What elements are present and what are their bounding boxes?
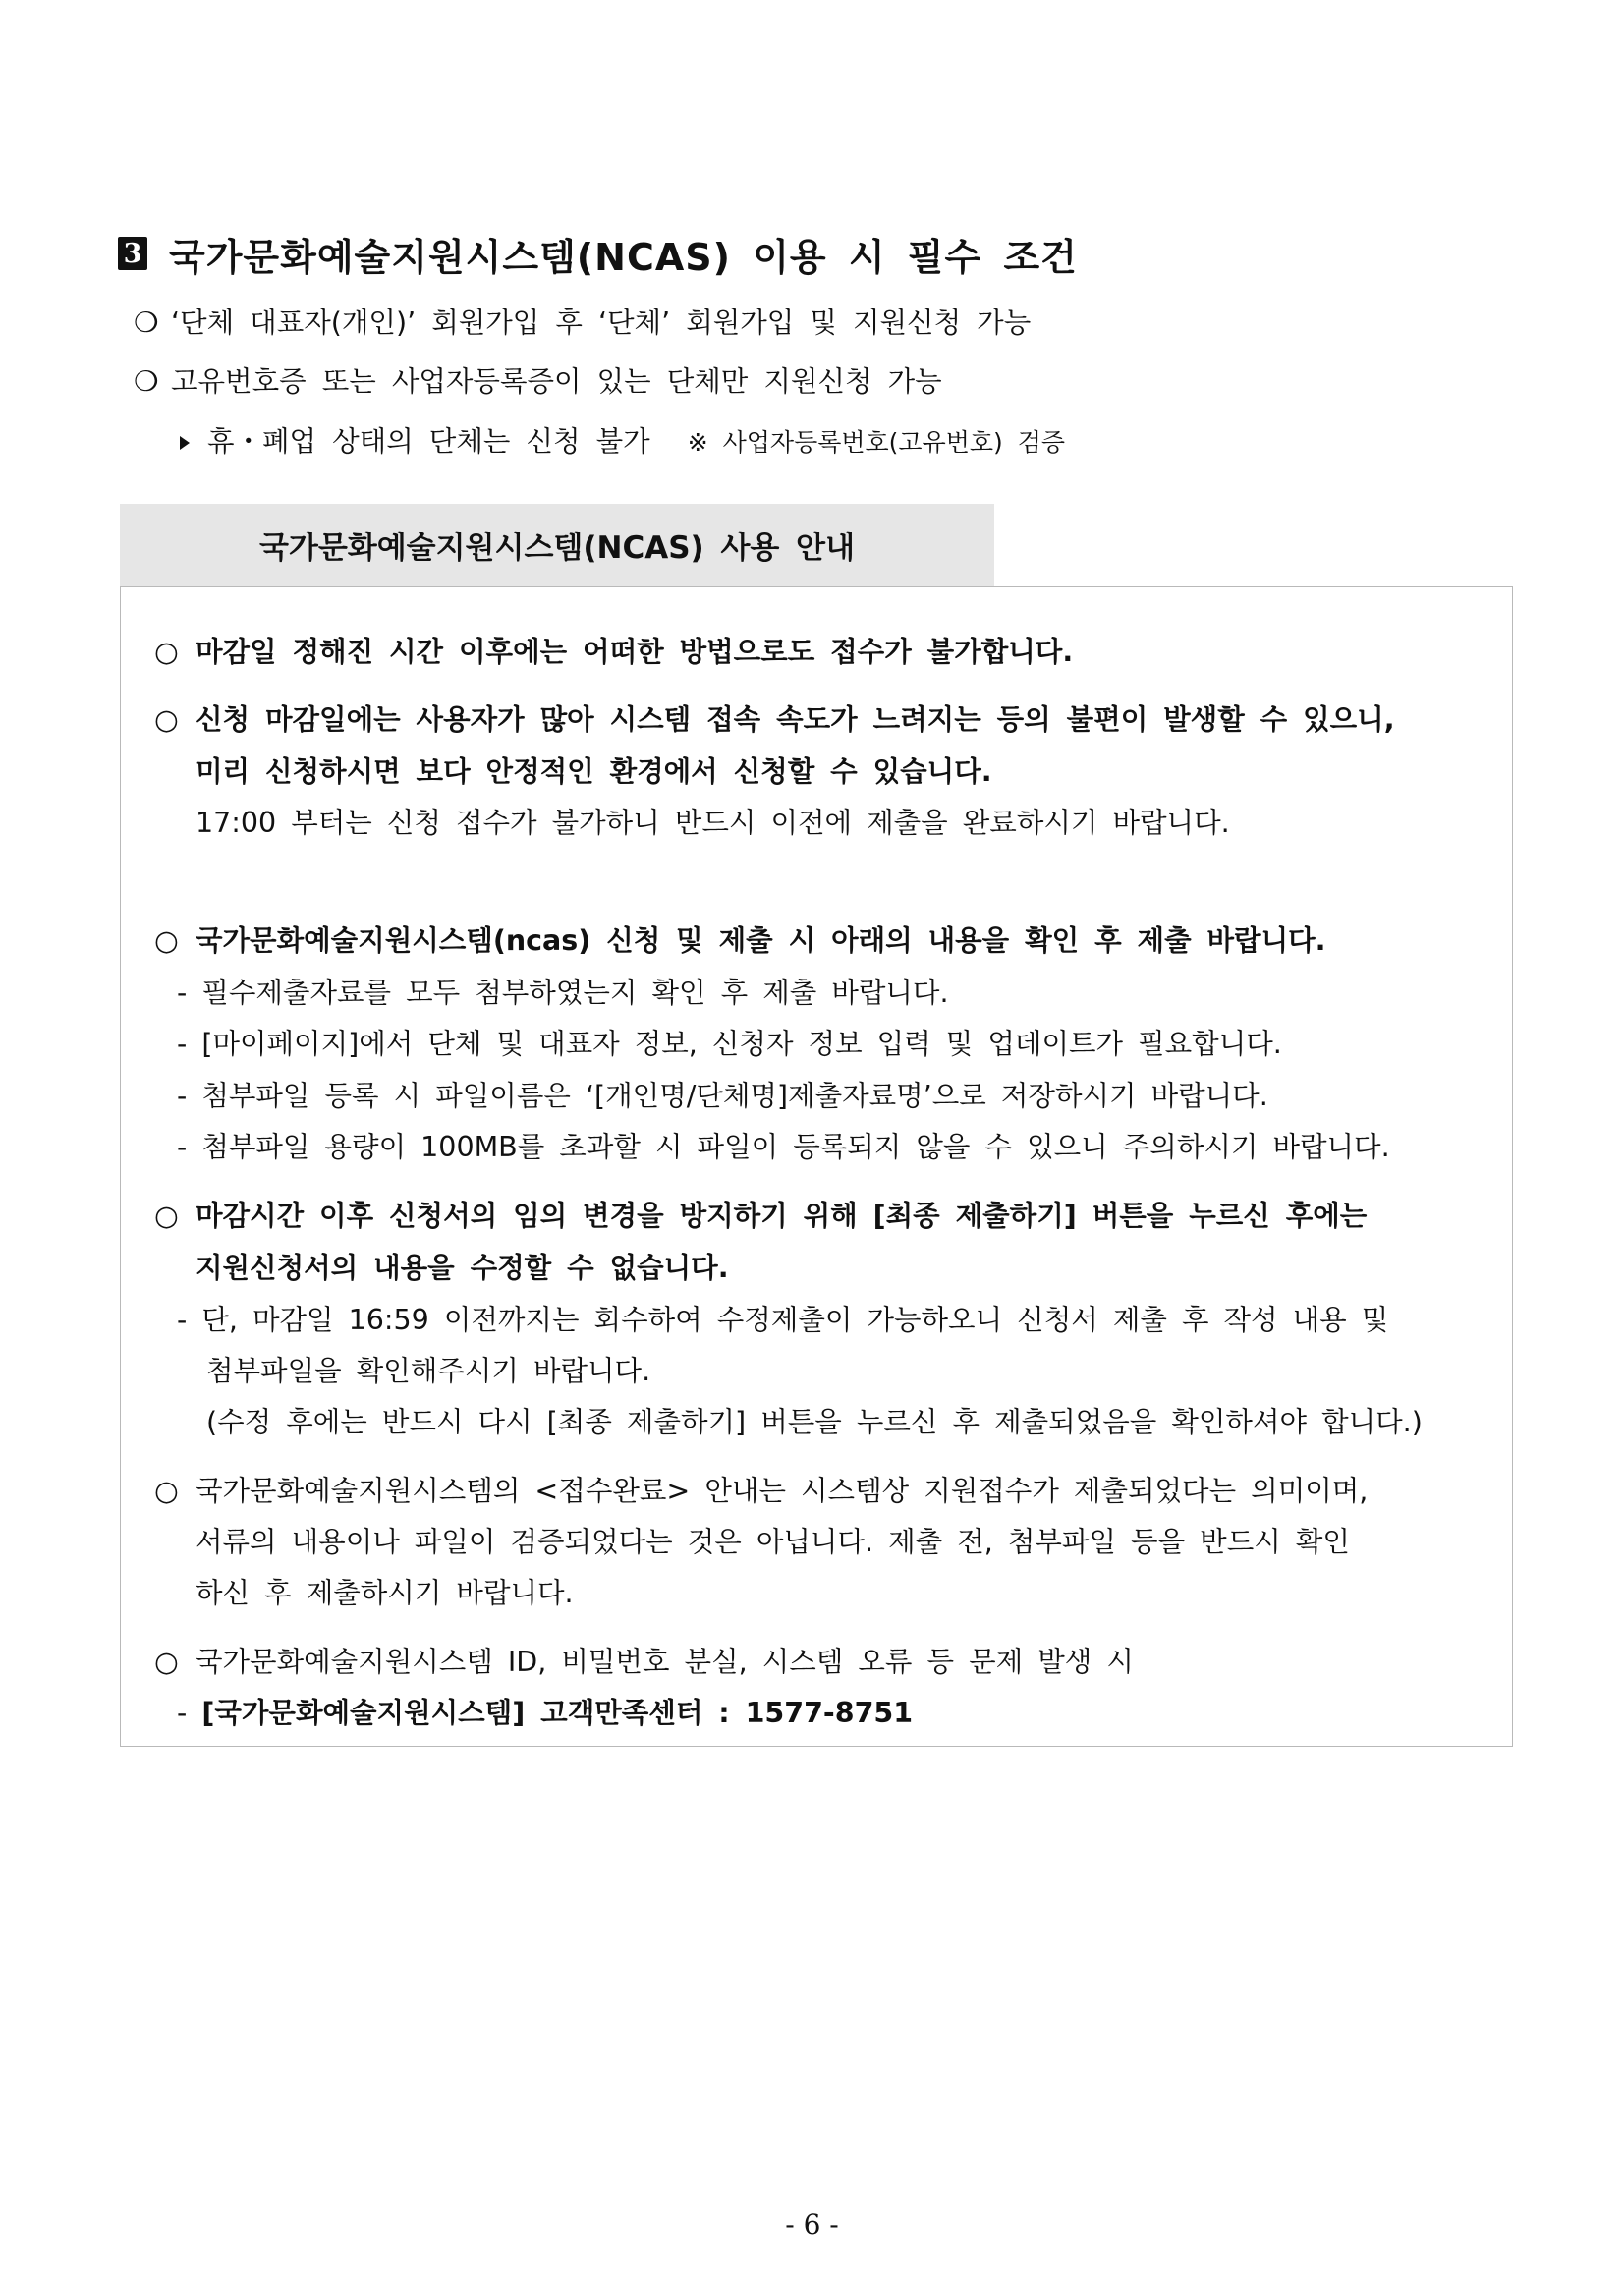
notice-item-2: ○ 신청 마감일에는 사용자가 많아 시스템 접속 속도가 느려지는 등의 불편이 발생할 수 있으니, xyxy=(154,703,1395,736)
circle-bullet-icon: ○ xyxy=(154,924,179,957)
circle-bullet-icon: ○ xyxy=(154,636,179,668)
notice-item-5: ○ 국가문화예술지원시스템의 <접수완료> 안내는 시스템상 지원접수가 제출되었다는 의미이며, xyxy=(154,1475,1369,1507)
notice-item-3-sub-2: - [마이페이지]에서 단체 및 대표자 정보, 신청자 정보 입력 및 업데이트가 필요합니다. xyxy=(177,1028,1282,1060)
notice-item-4-sub-cont: 첨부파일을 확인해주시기 바랍니다. xyxy=(206,1355,651,1387)
notice-item-2-cont: 미리 신청하시면 보다 안정적인 환경에서 신청할 수 있습니다. xyxy=(196,756,992,788)
condition-item-1 xyxy=(134,301,1031,341)
notice-item-6: ○ 국가문화예술지원시스템 ID, 비밀번호 분실, 시스템 오류 등 문제 발생 시 xyxy=(154,1646,1134,1678)
customer-center-contact: [국가문화예술지원시스템] 고객만족센터 : 1577-8751 xyxy=(201,1697,914,1729)
notice-item-6-contact: - [국가문화예술지원시스템] 고객만족센터 : 1577-8751 xyxy=(177,1697,914,1729)
hollow-circle-icon: ❍ xyxy=(134,307,159,339)
notice-item-5-cont-1: 서류의 내용이나 파일이 검증되었다는 것은 아닙니다. 제출 전, 첨부파일 등을 반드시 확인 xyxy=(196,1526,1350,1558)
circle-bullet-icon: ○ xyxy=(154,1646,179,1678)
hollow-circle-icon: ❍ xyxy=(134,365,159,398)
notice-item-4-sub: - 단, 마감일 16:59 이전까지는 회수하여 수정제출이 가능하오니 신청서 제출 후 작성 내용 및 xyxy=(177,1304,1389,1336)
section-title: 국가문화예술지원시스템(NCAS) 이용 시 필수 조건 xyxy=(169,235,1078,279)
notice-tab-title: 국가문화예술지원시스템(NCAS) 사용 안내 xyxy=(120,504,994,586)
notice-item-5-cont-2: 하신 후 제출하시기 바랍니다. xyxy=(196,1577,574,1609)
notice-item-4-cont: 지원신청서의 내용을 수정할 수 없습니다. xyxy=(196,1252,729,1284)
condition-sub-item xyxy=(180,420,1065,460)
circle-bullet-icon: ○ xyxy=(154,1200,179,1232)
notice-item-3: ○ 국가문화예술지원시스템(ncas) 신청 및 제출 시 아래의 내용을 확인 후 제출 바랍니다. xyxy=(154,924,1326,957)
condition-text: ‘단체 대표자(개인)’ 회원가입 후 ‘단체’ 회원가입 및 지원신청 가능 xyxy=(171,307,1032,339)
notice-item-2-note: 17:00 부터는 신청 접수가 불가하니 반드시 이전에 제출을 완료하시기 바랍니다. xyxy=(196,807,1230,839)
notice-item-3-sub-3: - 첨부파일 등록 시 파일이름은 ‘[개인명/단체명]제출자료명’으로 저장하시기 바랍니다. xyxy=(177,1080,1268,1112)
condition-text: 고유번호증 또는 사업자등록증이 있는 단체만 지원신청 가능 xyxy=(171,365,942,398)
notice-item-3-sub-4: - 첨부파일 용량이 100MB를 초과할 시 파일이 등록되지 않을 수 있으니 주의하시기 바랍니다. xyxy=(177,1131,1390,1163)
notice-item-4: ○ 마감시간 이후 신청서의 임의 변경을 방지하기 위해 [최종 제출하기] 버튼을 누르신 후에는 xyxy=(154,1200,1368,1232)
sub-item-text: 휴・폐업 상태의 단체는 신청 불가 xyxy=(207,425,650,458)
sub-item-note: ※ 사업자등록번호(고유번호) 검증 xyxy=(687,428,1066,457)
triangle-bullet-icon xyxy=(180,436,190,450)
page-number: - 6 - xyxy=(785,2209,839,2241)
section-heading xyxy=(118,224,1078,283)
circle-bullet-icon: ○ xyxy=(154,1475,179,1507)
notice-item-4-paren: (수정 후에는 반드시 다시 [최종 제출하기] 버튼을 누르신 후 제출되었음을 확인하셔야 합니다.) xyxy=(206,1406,1423,1438)
section-number-badge: 3 xyxy=(118,237,147,270)
circle-bullet-icon: ○ xyxy=(154,703,179,736)
notice-item-1: ○ 마감일 정해진 시간 이후에는 어떠한 방법으로도 접수가 불가합니다. xyxy=(154,636,1074,668)
condition-item-2 xyxy=(134,360,942,400)
notice-item-3-sub-1: - 필수제출자료를 모두 첨부하였는지 확인 후 제출 바랍니다. xyxy=(177,977,949,1009)
